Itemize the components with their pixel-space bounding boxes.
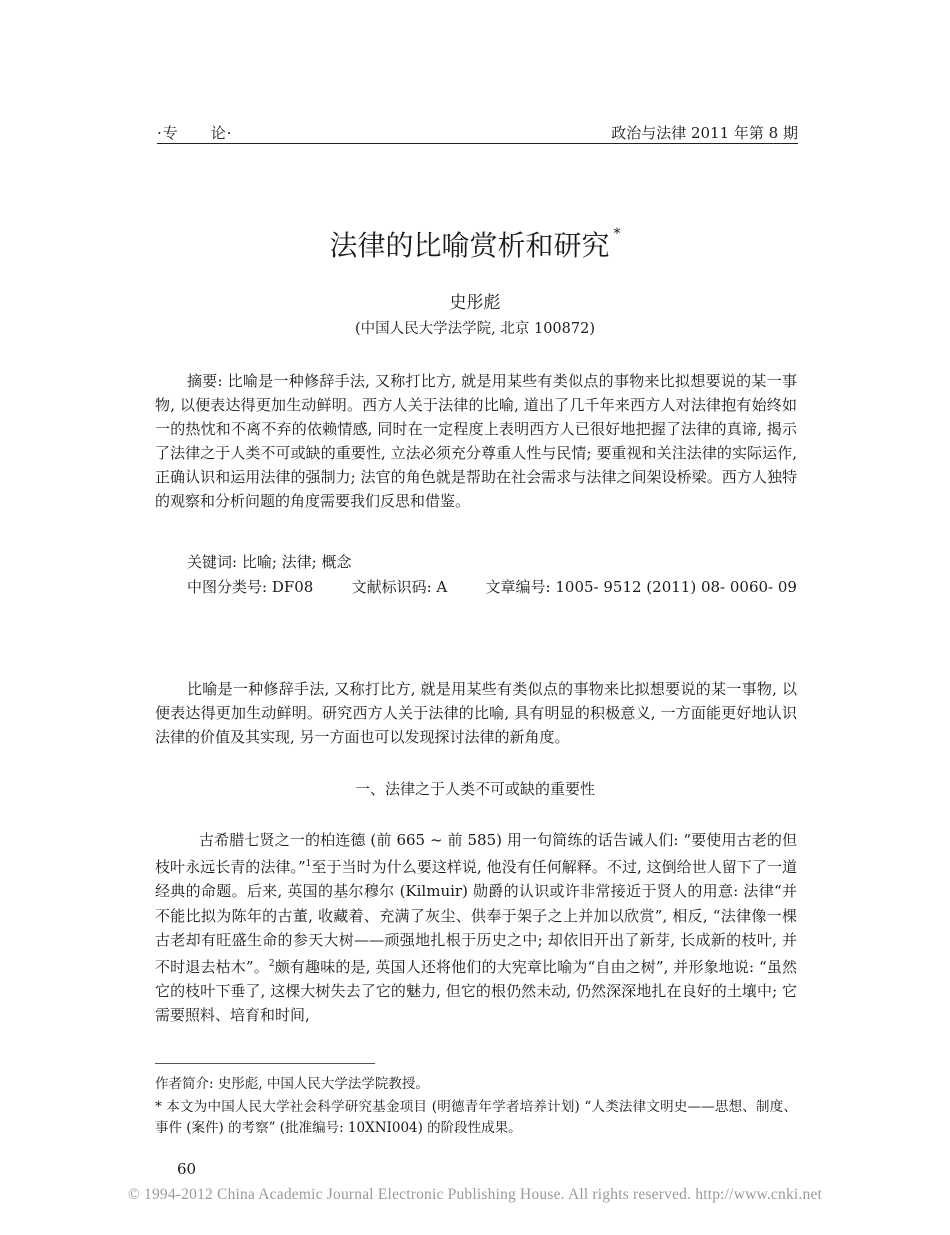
copyright-footer: © 1994-2012 China Academic Journal Electronic Publishing House. All rights reserved. http://www.cnki.net — [127, 1186, 823, 1203]
document-code: 文献标识码: A — [351, 578, 448, 596]
author-name: 史彤彪 — [449, 293, 501, 313]
article-number: 文章编号: 1005- 9512 (2011) 08- 0060- 09 — [485, 578, 797, 596]
footnote-ref-1[interactable]: 1 — [305, 859, 312, 870]
abstract: 摘要: 比喻是一种修辞手法, 又称打比方, 就是用某些有类似点的事物来比拟想要说的某一事物, 以便表达得更加生动鲜明。西方人关于法律的比喻, 道出了几千年来西方人对法律抱有始终如一的热忱和不离不弃的依赖情感, 同时在一定程度上表明西方人已很好地把握了法律的真谛, 揭示了法律之于人类不可或缺的重要性, 立法必须充分尊重人性与民情; 要重视和关注法律的实际运作, 正确认识和运用法律的强制力; 法官的角色就是帮助在社会需求与法律之间架设桥梁。西方人独特的观察和分析问题的角度需要我们反思和借鉴。 — [155, 372, 797, 510]
title-footnote-mark[interactable]: * — [613, 226, 621, 242]
author-note: 作者简介: 史彤彪, 中国人民大学法学院教授。 — [155, 1076, 429, 1092]
journal-issue: 政治与法律 2011 年第 8 期 — [611, 124, 798, 142]
classification-line — [187, 575, 797, 599]
title-text: 法律的比喻赏析和研究 — [329, 229, 610, 262]
intro-paragraph: 比喻是一种修辞手法, 又称打比方, 就是用某些有类似点的事物来比拟想要说的某一事物, 以便表达得更加生动鲜明。研究西方人关于法律的比喻, 具有明显的积极意义, 一方面能更好地认识法律的价值及其实现, 另一方面也可以发现探讨法律的新角度。 — [155, 680, 797, 746]
keywords: 关键词: 比喻; 法律; 概念 — [187, 553, 352, 571]
clc-number: 中图分类号: DF08 — [187, 578, 314, 596]
article-title — [0, 224, 950, 264]
section-label: ·专 论· — [157, 124, 233, 142]
section-heading: 一、法律之于人类不可或缺的重要性 — [354, 780, 595, 798]
funding-note: * 本文为中国人民大学社会科学研究基金项目 (明德青年学者培养计划) “人类法律文明史——思想、制度、事件 (案件) 的考察” (批准编号: 10XNI004) 的阶段性成果。 — [155, 1099, 797, 1136]
footnote-ref-2[interactable]: 2 — [268, 959, 275, 970]
body-text-1: 古希腊七贤之一的柏连德 (前 665 ~ 前 585) 用一句简练的话告诫人们: “要使用古老的但枝叶永远长青的法律。” — [155, 831, 797, 877]
body-paragraph — [155, 828, 797, 1028]
body-text-2: 至于当时为什么要这样说, 他没有任何解释。不过, 这倒给世人留下了一道经典的命题。后来, 英国的基尔穆尔 (Kilmuir) 勋爵的认识或许非常接近于贤人的用意: 法律“并不能比拟为陈年的古董, 收藏着、充满了灰尘、供奉于架子之上并加以欣赏”, 相反, “法律像一棵古老却有旺盛生命的参天大树——顽强地扎根于历史之中; 却依旧开出了新芽, 长成新的枝叶, 并不时退去枯木”。 — [155, 858, 797, 977]
page-number: 60 — [177, 1160, 197, 1178]
header-rule — [157, 143, 798, 144]
author-affiliation: (中国人民大学法学院, 北京 100872) — [355, 321, 595, 337]
footnote-rule — [155, 1063, 375, 1064]
body-text-3: 颇有趣味的是, 英国人还将他们的大宪章比喻为“自由之树”, 并形象地说: “虽然它的枝叶下垂了, 这棵大树失去了它的魅力, 但它的根仍然未动, 仍然深深地扎在良好的土壤中; 它需要照料、培育和时间, — [155, 958, 797, 1025]
